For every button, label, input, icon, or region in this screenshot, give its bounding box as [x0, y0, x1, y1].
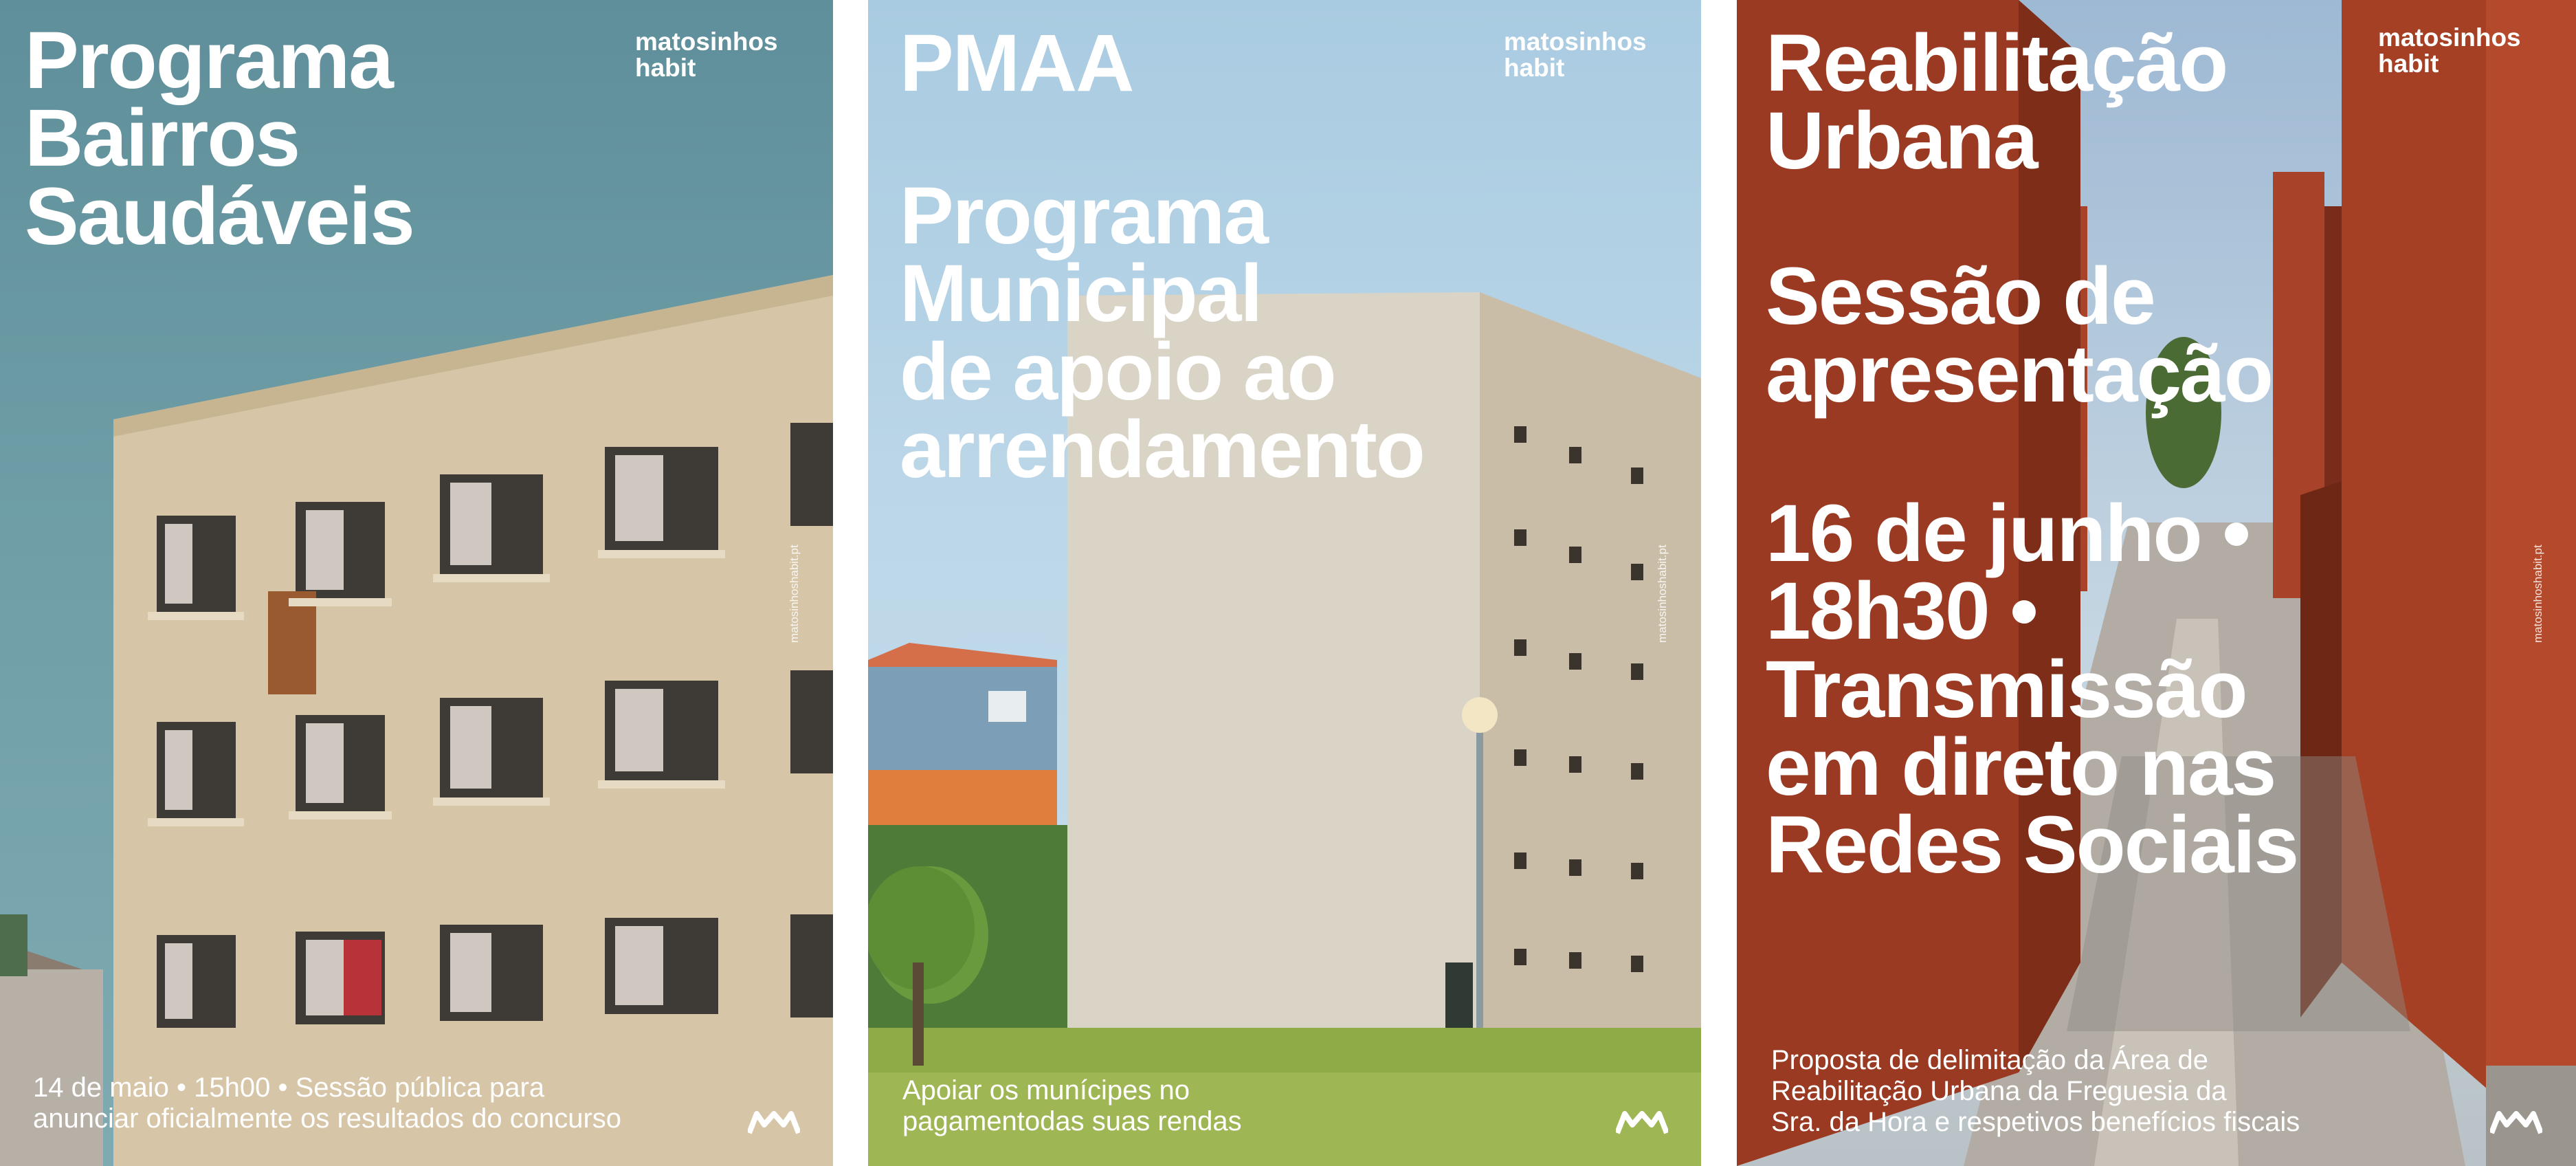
event-details: 16 de junho • 18h30 • Transmissão em direto nas Redes Sociais — [1766, 488, 2298, 891]
poster-title: Programa Bairros Saudáveis — [25, 15, 414, 262]
event-info: 14 de maio • 15h00 • Sessão pública para anunciar oficialmente os resultados do concurso — [33, 1072, 622, 1134]
mh-logo-icon — [748, 1111, 800, 1134]
vertical-website: matosinhoshabit.pt — [2531, 544, 2544, 643]
mh-logo-icon — [2490, 1111, 2542, 1134]
mh-logo-icon — [1616, 1111, 1668, 1134]
event-info: Apoiar os munícipes no pagamentodas suas rendas — [902, 1075, 1242, 1136]
brand-name: matosinhos habit — [635, 28, 778, 82]
vertical-website: matosinhoshabit.pt — [788, 544, 801, 643]
poster-title: Reabilitação Urbana — [1766, 18, 2228, 187]
event-info: Proposta de delimitação da Área de Reabilitação Urbana da Freguesia da Sra. da Hora e respetivos benefícios fiscais — [1771, 1045, 2300, 1137]
poster-title: PMAA — [900, 18, 1133, 109]
brand-name: matosinhos habit — [2378, 23, 2521, 78]
poster-reabilitacao-urbana — [1737, 0, 2576, 1166]
poster-pmaa — [868, 0, 1701, 1166]
poster-bairros-saudaveis — [0, 0, 833, 1166]
poster-subtitle: Sessão de apresentação — [1766, 251, 2272, 420]
brand-name: matosinhos habit — [1504, 28, 1647, 82]
poster-subtitle: Programa Municipal de apoio ao arrendamento — [900, 170, 1424, 495]
vertical-website: matosinhoshabit.pt — [1656, 544, 1669, 643]
